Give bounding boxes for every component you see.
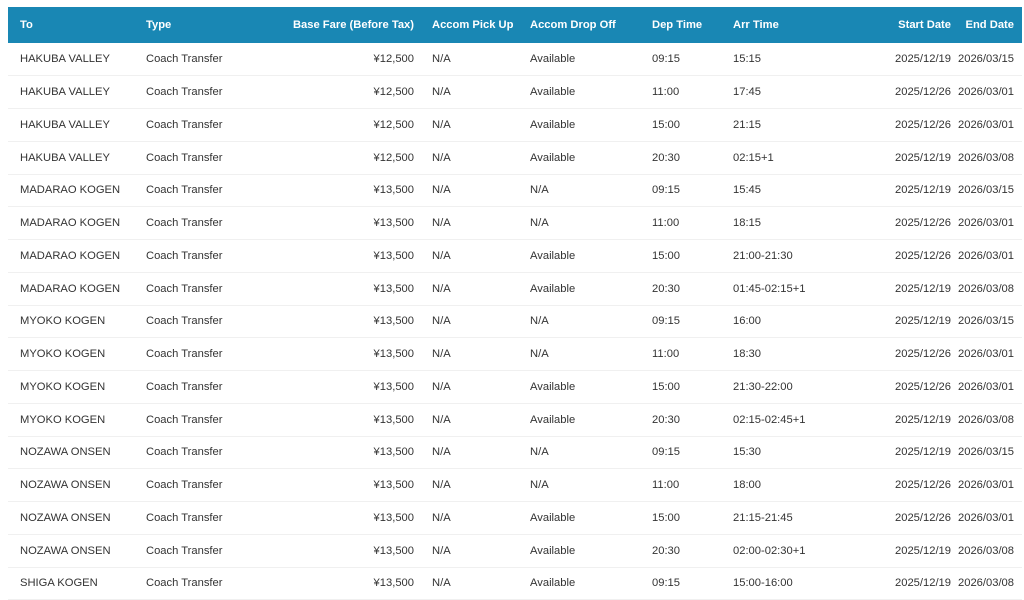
- start-date-cell: 2025/12/26: [895, 86, 951, 99]
- type-cell: Coach Transfer: [146, 446, 223, 459]
- end-date-cell: 2026/03/01: [958, 380, 1014, 393]
- end-date-cell: 2026/03/01: [958, 217, 1014, 230]
- accom-drop-off-cell: N/A: [530, 184, 549, 197]
- schedule-table-container: [8, 7, 1022, 600]
- end-date-cell: 2026/03/15: [958, 53, 1014, 66]
- start-date-cell: 2025/12/19: [895, 413, 951, 426]
- start-date-cell: 2025/12/19: [895, 151, 951, 164]
- base-fare-cell: ¥13,500: [373, 577, 414, 590]
- arr-time-cell: 15:15: [733, 53, 761, 66]
- table-header: [8, 7, 1022, 43]
- arr-time-cell: 21:15: [733, 118, 761, 131]
- base-fare-cell: ¥13,500: [373, 544, 414, 557]
- accom-pick-up-cell: N/A: [432, 348, 451, 361]
- accom-drop-off-cell: Available: [530, 151, 576, 164]
- accom-drop-off-cell: N/A: [530, 315, 549, 328]
- arr-time-cell: 01:45-02:15+1: [733, 282, 806, 295]
- table-row: [8, 502, 1022, 535]
- base-fare-cell: ¥13,500: [373, 184, 414, 197]
- accom-drop-off-cell: Available: [530, 577, 576, 590]
- arr-time-cell: 21:15-21:45: [733, 511, 793, 524]
- arr-time-cell: 18:15: [733, 217, 761, 230]
- accom-drop-off-cell: Available: [530, 544, 576, 557]
- accom-pick-up-cell: N/A: [432, 315, 451, 328]
- dep-time-cell: 09:15: [652, 184, 680, 197]
- type-cell: Coach Transfer: [146, 380, 223, 393]
- accom-drop-off-cell: Available: [530, 53, 576, 66]
- dep-time-cell: 09:15: [652, 315, 680, 328]
- base-fare-cell: ¥13,500: [373, 380, 414, 393]
- accom-drop-off-cell: N/A: [530, 348, 549, 361]
- column-header-type: Type: [146, 19, 172, 31]
- type-cell: Coach Transfer: [146, 151, 223, 164]
- type-cell: Coach Transfer: [146, 413, 223, 426]
- base-fare-cell: ¥13,500: [373, 511, 414, 524]
- accom-pick-up-cell: N/A: [432, 249, 451, 262]
- type-cell: Coach Transfer: [146, 118, 223, 131]
- arr-time-cell: 15:30: [733, 446, 761, 459]
- column-header-to: To: [20, 19, 33, 31]
- destination-cell: NOZAWA ONSEN: [20, 479, 111, 492]
- base-fare-cell: ¥13,500: [373, 249, 414, 262]
- table-row: [8, 469, 1022, 502]
- table-row: [8, 436, 1022, 469]
- header-row: [8, 7, 1022, 43]
- end-date-cell: 2026/03/08: [958, 413, 1014, 426]
- accom-pick-up-cell: N/A: [432, 282, 451, 295]
- table-row: [8, 76, 1022, 109]
- accom-pick-up-cell: N/A: [432, 151, 451, 164]
- table-row: [8, 403, 1022, 436]
- dep-time-cell: 20:30: [652, 282, 680, 295]
- end-date-cell: 2026/03/15: [958, 315, 1014, 328]
- column-header-accom-drop-off: Accom Drop Off: [530, 19, 616, 31]
- destination-cell: HAKUBA VALLEY: [20, 151, 110, 164]
- base-fare-cell: ¥13,500: [373, 315, 414, 328]
- start-date-cell: 2025/12/26: [895, 380, 951, 393]
- accom-pick-up-cell: N/A: [432, 53, 451, 66]
- end-date-cell: 2026/03/08: [958, 151, 1014, 164]
- end-date-cell: 2026/03/01: [958, 86, 1014, 99]
- accom-pick-up-cell: N/A: [432, 479, 451, 492]
- type-cell: Coach Transfer: [146, 511, 223, 524]
- accom-pick-up-cell: N/A: [432, 413, 451, 426]
- end-date-cell: 2026/03/01: [958, 348, 1014, 361]
- accom-drop-off-cell: N/A: [530, 217, 549, 230]
- end-date-cell: 2026/03/08: [958, 282, 1014, 295]
- start-date-cell: 2025/12/26: [895, 511, 951, 524]
- end-date-cell: 2026/03/01: [958, 511, 1014, 524]
- arr-time-cell: 17:45: [733, 86, 761, 99]
- dep-time-cell: 20:30: [652, 544, 680, 557]
- base-fare-cell: ¥12,500: [373, 151, 414, 164]
- column-header-dep-time: Dep Time: [652, 19, 703, 31]
- dep-time-cell: 11:00: [652, 86, 680, 99]
- arr-time-cell: 15:00-16:00: [733, 577, 793, 590]
- type-cell: Coach Transfer: [146, 479, 223, 492]
- start-date-cell: 2025/12/19: [895, 53, 951, 66]
- table-row: [8, 272, 1022, 305]
- accom-drop-off-cell: Available: [530, 380, 576, 393]
- table-row: [8, 240, 1022, 273]
- type-cell: Coach Transfer: [146, 217, 223, 230]
- dep-time-cell: 09:15: [652, 446, 680, 459]
- column-header-arr-time: Arr Time: [733, 19, 779, 31]
- table-row: [8, 109, 1022, 142]
- dep-time-cell: 15:00: [652, 249, 680, 262]
- start-date-cell: 2025/12/19: [895, 446, 951, 459]
- arr-time-cell: 02:15-02:45+1: [733, 413, 806, 426]
- base-fare-cell: ¥13,500: [373, 217, 414, 230]
- accom-pick-up-cell: N/A: [432, 380, 451, 393]
- start-date-cell: 2025/12/26: [895, 348, 951, 361]
- start-date-cell: 2025/12/26: [895, 217, 951, 230]
- arr-time-cell: 18:00: [733, 479, 761, 492]
- destination-cell: MYOKO KOGEN: [20, 413, 106, 426]
- column-header-base-fare: Base Fare (Before Tax): [292, 19, 414, 31]
- schedule-table: [8, 7, 1022, 600]
- destination-cell: HAKUBA VALLEY: [20, 118, 110, 131]
- dep-time-cell: 11:00: [652, 479, 680, 492]
- column-header-end-date: End Date: [965, 19, 1014, 31]
- arr-time-cell: 16:00: [733, 315, 761, 328]
- accom-drop-off-cell: Available: [530, 118, 576, 131]
- start-date-cell: 2025/12/19: [895, 577, 951, 590]
- base-fare-cell: ¥12,500: [373, 53, 414, 66]
- dep-time-cell: 15:00: [652, 380, 680, 393]
- type-cell: Coach Transfer: [146, 53, 223, 66]
- dep-time-cell: 11:00: [652, 217, 680, 230]
- accom-drop-off-cell: Available: [530, 511, 576, 524]
- start-date-cell: 2025/12/26: [895, 249, 951, 262]
- base-fare-cell: ¥13,500: [373, 479, 414, 492]
- accom-pick-up-cell: N/A: [432, 544, 451, 557]
- table-row: [8, 338, 1022, 371]
- base-fare-cell: ¥12,500: [373, 86, 414, 99]
- type-cell: Coach Transfer: [146, 184, 223, 197]
- destination-cell: MADARAO KOGEN: [20, 184, 121, 197]
- destination-cell: HAKUBA VALLEY: [20, 53, 110, 66]
- dep-time-cell: 15:00: [652, 118, 680, 131]
- start-date-cell: 2025/12/19: [895, 544, 951, 557]
- table-row: [8, 141, 1022, 174]
- destination-cell: MADARAO KOGEN: [20, 217, 121, 230]
- accom-pick-up-cell: N/A: [432, 577, 451, 590]
- table-row: [8, 43, 1022, 76]
- dep-time-cell: 09:15: [652, 577, 680, 590]
- accom-drop-off-cell: N/A: [530, 479, 549, 492]
- end-date-cell: 2026/03/15: [958, 446, 1014, 459]
- destination-cell: MYOKO KOGEN: [20, 315, 106, 328]
- start-date-cell: 2025/12/19: [895, 184, 951, 197]
- type-cell: Coach Transfer: [146, 249, 223, 262]
- destination-cell: NOZAWA ONSEN: [20, 446, 111, 459]
- type-cell: Coach Transfer: [146, 348, 223, 361]
- type-cell: Coach Transfer: [146, 544, 223, 557]
- start-date-cell: 2025/12/26: [895, 479, 951, 492]
- arr-time-cell: 15:45: [733, 184, 761, 197]
- start-date-cell: 2025/12/19: [895, 282, 951, 295]
- destination-cell: SHIGA KOGEN: [20, 577, 98, 590]
- dep-time-cell: 15:00: [652, 511, 680, 524]
- arr-time-cell: 18:30: [733, 348, 761, 361]
- arr-time-cell: 21:00-21:30: [733, 249, 793, 262]
- type-cell: Coach Transfer: [146, 315, 223, 328]
- arr-time-cell: 02:15+1: [733, 151, 774, 164]
- dep-time-cell: 20:30: [652, 151, 680, 164]
- type-cell: Coach Transfer: [146, 577, 223, 590]
- destination-cell: MYOKO KOGEN: [20, 348, 106, 361]
- base-fare-cell: ¥13,500: [373, 348, 414, 361]
- accom-pick-up-cell: N/A: [432, 217, 451, 230]
- end-date-cell: 2026/03/01: [958, 479, 1014, 492]
- end-date-cell: 2026/03/01: [958, 118, 1014, 131]
- table-body: [8, 43, 1022, 600]
- end-date-cell: 2026/03/01: [958, 249, 1014, 262]
- accom-drop-off-cell: Available: [530, 86, 576, 99]
- type-cell: Coach Transfer: [146, 282, 223, 295]
- base-fare-cell: ¥13,500: [373, 413, 414, 426]
- destination-cell: MADARAO KOGEN: [20, 249, 121, 262]
- accom-pick-up-cell: N/A: [432, 118, 451, 131]
- table-row: [8, 371, 1022, 404]
- dep-time-cell: 09:15: [652, 53, 680, 66]
- base-fare-cell: ¥13,500: [373, 446, 414, 459]
- start-date-cell: 2025/12/26: [895, 118, 951, 131]
- destination-cell: MYOKO KOGEN: [20, 380, 106, 393]
- table-row: [8, 207, 1022, 240]
- end-date-cell: 2026/03/15: [958, 184, 1014, 197]
- base-fare-cell: ¥12,500: [373, 118, 414, 131]
- destination-cell: HAKUBA VALLEY: [20, 86, 110, 99]
- end-date-cell: 2026/03/08: [958, 577, 1014, 590]
- arr-time-cell: 21:30-22:00: [733, 380, 793, 393]
- arr-time-cell: 02:00-02:30+1: [733, 544, 806, 557]
- table-row: [8, 174, 1022, 207]
- dep-time-cell: 20:30: [652, 413, 680, 426]
- accom-drop-off-cell: Available: [530, 249, 576, 262]
- table-row: [8, 305, 1022, 338]
- end-date-cell: 2026/03/08: [958, 544, 1014, 557]
- column-header-accom-pick-up: Accom Pick Up: [432, 19, 514, 31]
- accom-pick-up-cell: N/A: [432, 446, 451, 459]
- start-date-cell: 2025/12/19: [895, 315, 951, 328]
- base-fare-cell: ¥13,500: [373, 282, 414, 295]
- accom-drop-off-cell: N/A: [530, 446, 549, 459]
- accom-pick-up-cell: N/A: [432, 184, 451, 197]
- destination-cell: NOZAWA ONSEN: [20, 511, 111, 524]
- table-row: [8, 534, 1022, 567]
- column-header-start-date: Start Date: [898, 19, 951, 31]
- accom-pick-up-cell: N/A: [432, 86, 451, 99]
- accom-drop-off-cell: Available: [530, 413, 576, 426]
- destination-cell: MADARAO KOGEN: [20, 282, 121, 295]
- accom-pick-up-cell: N/A: [432, 511, 451, 524]
- dep-time-cell: 11:00: [652, 348, 680, 361]
- accom-drop-off-cell: Available: [530, 282, 576, 295]
- type-cell: Coach Transfer: [146, 86, 223, 99]
- destination-cell: NOZAWA ONSEN: [20, 544, 111, 557]
